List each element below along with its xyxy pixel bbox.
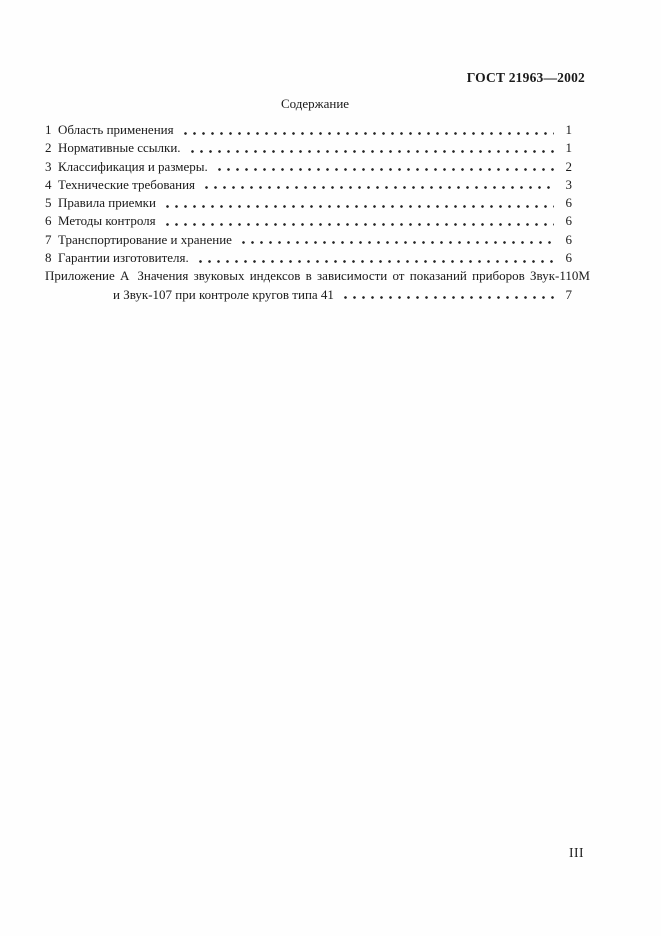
- toc-entry-number: 5: [45, 195, 52, 211]
- toc-entry: [45, 194, 572, 212]
- appendix-entry: [45, 267, 590, 304]
- toc-entry-page: 6: [565, 195, 572, 211]
- toc-entry-number: 8: [45, 250, 52, 266]
- toc-entry: [45, 249, 572, 267]
- toc-entry-title: Правила приемки: [58, 195, 156, 211]
- page-content: [45, 0, 590, 304]
- toc-entry: [45, 212, 572, 230]
- toc-entry-page: 6: [565, 231, 572, 247]
- toc-entry-title: Технические требования: [58, 176, 196, 192]
- toc-entry: [45, 176, 572, 194]
- toc-entry-page: 6: [565, 213, 572, 229]
- dot-leader: [179, 121, 554, 139]
- dot-leader: [339, 286, 554, 304]
- appendix-title: Значения звуковых индексов в зависимости от показаний приборов Звук-110М: [137, 268, 590, 284]
- toc-entry-title: Транспортирование и хранение: [58, 231, 232, 247]
- toc-entry: [45, 231, 572, 249]
- dot-leader: [186, 139, 554, 157]
- toc-entry-page: 2: [565, 158, 572, 174]
- toc-entry-number: 1: [45, 122, 52, 137]
- toc-entry-page: 1: [565, 140, 572, 156]
- dot-leader: [213, 158, 554, 176]
- toc-entry-title: Методы контроля: [58, 213, 156, 229]
- dot-leader: [194, 249, 554, 267]
- toc-entry-number: 4: [45, 176, 52, 192]
- appendix-line-2: [45, 286, 585, 304]
- appendix-label: Приложение А: [45, 268, 130, 284]
- document-number: ГОСТ 21963—2002: [466, 70, 585, 85]
- dot-leader: [161, 194, 554, 212]
- toc-entry-page: 3: [565, 176, 572, 192]
- toc-entry-number: 2: [45, 140, 52, 156]
- toc-entry-title: Область применения: [58, 122, 174, 137]
- toc-entry-title: Нормативные ссылки.: [58, 140, 181, 156]
- toc-entry-page: 1: [565, 122, 572, 137]
- dot-leader: [200, 176, 554, 194]
- toc-entry-number: 3: [45, 158, 52, 174]
- table-of-contents: [45, 121, 585, 267]
- toc-entry: [45, 158, 572, 176]
- toc-entry: [45, 139, 572, 157]
- appendix-line-1: [45, 267, 590, 285]
- toc-entry-page: 6: [565, 250, 572, 266]
- dot-leader: [161, 212, 554, 230]
- toc-entry-number: 6: [45, 213, 52, 229]
- appendix-page-number: 7: [565, 286, 572, 302]
- folio-page-number: III: [569, 845, 584, 860]
- toc-entry-title: Классификация и размеры.: [58, 158, 208, 174]
- appendix-title-continuation: и Звук-107 при контроле кругов типа 41: [113, 286, 334, 302]
- toc-entry-number: 7: [45, 231, 52, 247]
- toc-entry: [45, 121, 572, 139]
- dot-leader: [237, 231, 554, 249]
- toc-entry-title: Гарантии изготовителя.: [58, 250, 189, 266]
- page-title: Содержание: [280, 96, 350, 111]
